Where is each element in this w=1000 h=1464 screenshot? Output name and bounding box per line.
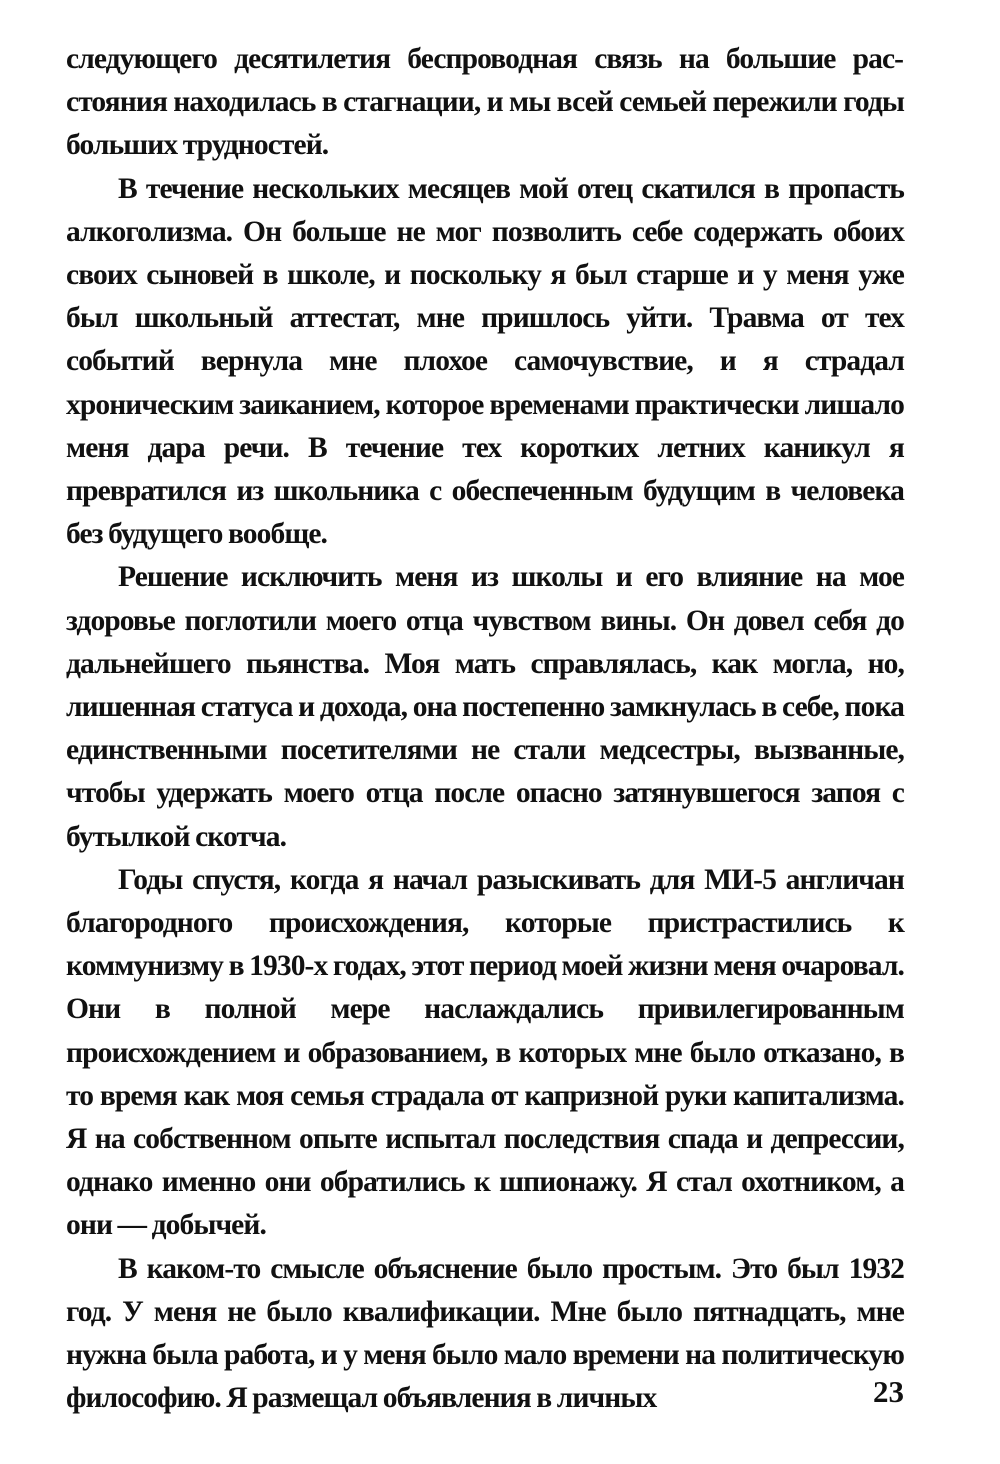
paragraph-school-expulsion: Решение исключить меня из школы и его влияние на мое здоровье поглотили моего отца чувством вины. Он довел себя до дальнейшего пьянства. Моя мать справлялась, как могла, но, лишенная статуса и дохода, она постепенно замкнулась в себе, пока единственными посетителями не стали медсестры, вызванные, чтобы удержать моего отца после опасно затянувшегося запоя с бутылкой скотча. bbox=[66, 561, 904, 853]
paragraph-1932: В каком-то смысле объяснение было простым. Это был 1932 год. У меня не было квалификации. Мне было пятнадцать, мне нужна была работа, и у меня было мало времени на политическую философию. Я размещал объявления в личных bbox=[66, 1252, 904, 1415]
paragraph-mi5-years: Годы спустя, когда я начал разыскивать для МИ-5 англичан благородного происхождения, которые пристрастились к коммунизму в 1930-х годах, этот период моей жизни меня очаровал. Они в полной мере наслаждались привилегированным происхождением и образованием, в которых мне было отказано, в то время как моя семья страдала от капризной руки капитализма. Я на собственном опыте испытал последствия спада и депрессии, однако именно они обратились к шпионажу. Я стал охотником, а они — добычей. bbox=[66, 863, 904, 1242]
paragraph-father-alcoholism: В течение нескольких месяцев мой отец скатился в пропасть алкоголизма. Он больше не мог позволить себе содержать обоих своих сыновей в школе, и поскольку я был старше и у меня уже был школьный аттестат, мне пришлось уйти. Травма от тех событий вернула мне плохое самочувствие, и я страдал хроническим заиканием, которое временами практически лишало меня дара речи. В течение тех коротких летних каникул я превратился из школьника с обеспеченным будущим в человека без будущего вообще. bbox=[66, 172, 904, 551]
body-text bbox=[66, 38, 904, 1421]
page-number: 23 bbox=[873, 1374, 904, 1409]
paragraph-continued: следующего десятилетия беспроводная связь на большие расстояния находилась в стагнации, и мы всей семьей пережили годы больших трудностей. bbox=[66, 43, 904, 162]
